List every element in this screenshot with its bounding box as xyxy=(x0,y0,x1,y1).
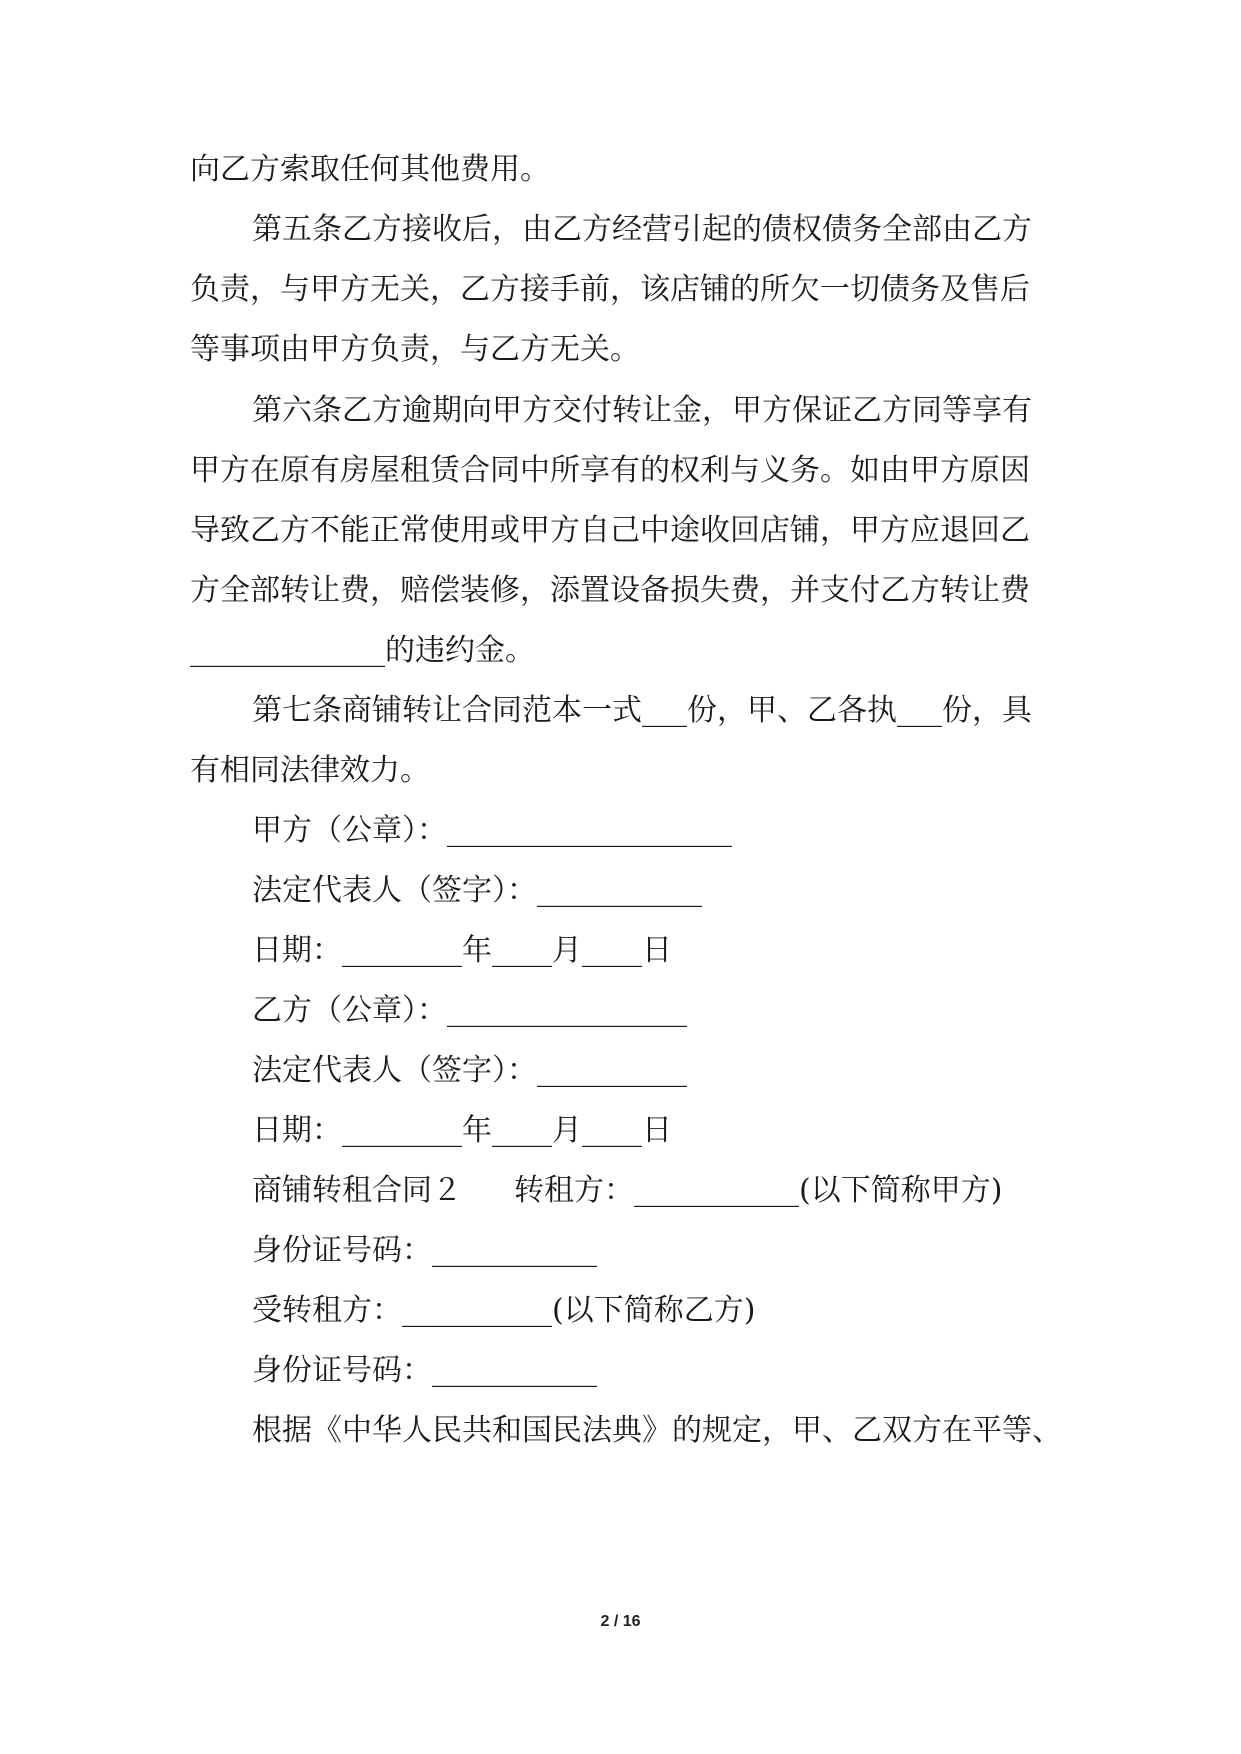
paragraph-line: 向乙方索取任何其他费用。 xyxy=(190,152,550,187)
paragraph-line: _____________的违约金。 xyxy=(190,633,535,668)
paragraph-line: 有相同法律效力。 xyxy=(190,753,430,788)
contract-title: 商铺转租合同２ xyxy=(252,1173,462,1208)
paragraph-line: 第五条乙方接收后，由乙方经营引起的债权债务全部由乙方 xyxy=(252,212,1032,247)
paragraph-line: 第六条乙方逾期向甲方交付转让金，甲方保证乙方同等享有 xyxy=(252,393,1032,428)
date-field-line: 日期：________年____月____日 xyxy=(252,1113,672,1148)
sublessee-field-line: 受转租方：__________(以下简称乙方) xyxy=(252,1293,756,1328)
paragraph-line: 导致乙方不能正常使用或甲方自己中途收回店铺，甲方应退回乙 xyxy=(190,513,1030,548)
signature-field-line: 法定代表人（签字）：___________ xyxy=(252,873,702,908)
contract-heading-line xyxy=(252,1171,1002,1211)
signature-field-line: 法定代表人（签字）：__________ xyxy=(252,1053,687,1088)
paragraph-line: 第七条商铺转让合同范本一式___份，甲、乙各执___份，具 xyxy=(252,693,1032,728)
signature-field-line: 甲方（公章）：___________________ xyxy=(252,813,732,848)
paragraph-line: 等事项由甲方负责，与乙方无关。 xyxy=(190,332,640,367)
paragraph-line: 负责，与甲方无关，乙方接手前，该店铺的所欠一切债务及售后 xyxy=(190,272,1030,307)
sublessor-field: 转租方：___________(以下简称甲方) xyxy=(514,1173,1003,1208)
signature-field-line: 乙方（公章）：________________ xyxy=(252,993,687,1028)
date-field-line: 日期：________年____月____日 xyxy=(252,933,672,968)
id-number-field-line: 身份证号码：___________ xyxy=(252,1233,597,1268)
paragraph-line: 根据《中华人民共和国民法典》的规定，甲、乙双方在平等、 xyxy=(252,1413,1062,1448)
id-number-field-line: 身份证号码：___________ xyxy=(252,1353,597,1388)
page-number: 2 / 16 xyxy=(600,1613,641,1630)
paragraph-line: 甲方在原有房屋租赁合同中所享有的权利与义务。如由甲方原因 xyxy=(190,453,1030,488)
paragraph-line: 方全部转让费，赔偿装修，添置设备损失费，并支付乙方转让费 xyxy=(190,573,1030,608)
